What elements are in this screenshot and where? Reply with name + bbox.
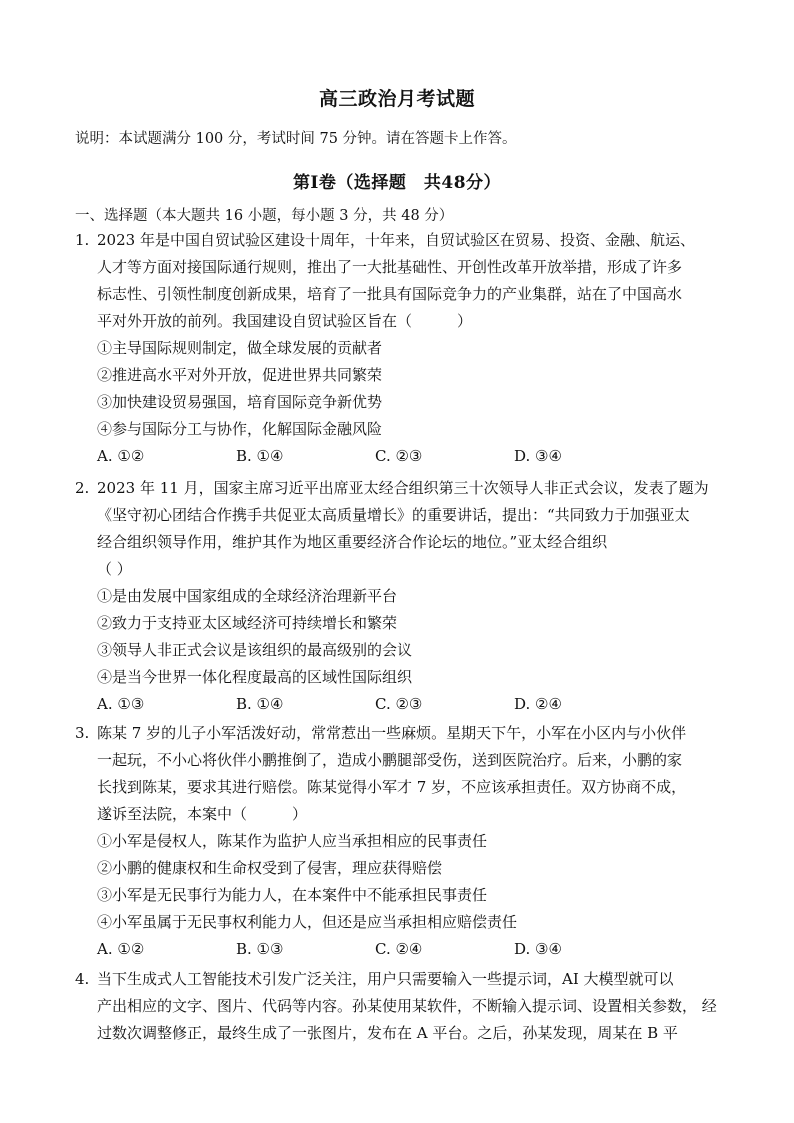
question-3 — [75, 720, 725, 963]
option-statement: ③小军是无民事行为能力人，在本案件中不能承担民事责任 — [97, 886, 488, 904]
exam-instructions: 说明：本试题满分 100 分，考试时间 75 分钟。请在答题卡上作答。 — [75, 131, 517, 147]
question-number: 3. — [75, 724, 90, 742]
section-title: 第Ⅰ卷（选择题 共48分） — [292, 173, 502, 193]
question-number: 4. — [75, 970, 90, 988]
question-text-line: 平对外开放的前列。我国建设自贸试验区旨在（ ） — [97, 312, 473, 330]
question-text-line: 长找到陈某，要求其进行赔偿。陈某觉得小军才 7 岁，不应该承担责任。双方协商不成， — [97, 778, 687, 796]
question-text-line: 《坚守初心团结合作携手共促亚太高质量增长》的重要讲话，提出：“共同致力于加强亚太 — [97, 506, 690, 524]
question-text-line: 过数次调整修正，最终生成了一张图片，发布在 A 平台。之后，孙某发现，周某在 B 平 — [97, 1024, 678, 1042]
exam-title: 高三政治月考试题 — [318, 88, 475, 110]
answer-choices — [75, 691, 725, 718]
option-statement: ④是当今世界一体化程度最高的区域性国际组织 — [97, 668, 413, 686]
question-text-line: 2023 年 11 月，国家主席习近平出席亚太经合组织第三十次领导人非正式会议，发表了题为 — [97, 479, 709, 497]
option-statement: ④小军虽属于无民事权利能力人，但还是应当承担相应赔偿责任 — [97, 913, 518, 931]
option-statement: ②小鹏的健康权和生命权受到了侵害，理应获得赔偿 — [97, 859, 443, 877]
question-text-line: 经合组织领导作用，维护其作为地区重要经济合作论坛的地位。”亚太经合组织 — [97, 533, 608, 551]
question-number: 1. — [75, 231, 90, 249]
answer-choices — [75, 936, 725, 963]
choice-c: C. ②④ — [375, 940, 423, 958]
question-text-line: 2023 年是中国自贸试验区建设十周年，十年来，自贸试验区在贸易、投资、金融、航运、 — [97, 231, 695, 249]
option-statement: ①小军是侵权人，陈某作为监护人应当承担相应的民事责任 — [97, 832, 488, 850]
question-number: 2. — [75, 479, 90, 497]
choice-d: D. ②④ — [514, 695, 562, 713]
question-text-line: 人才等方面对接国际通行规则，推出了一大批基础性、开创性改革开放举措，形成了许多 — [97, 258, 683, 276]
question-4 — [75, 966, 725, 1047]
option-statement: ③领导人非正式会议是该组织的最高级别的会议 — [97, 641, 413, 659]
choice-a: A. ①② — [97, 447, 145, 465]
choice-c: C. ②③ — [375, 695, 423, 713]
choice-b: B. ①③ — [236, 940, 284, 958]
question-1 — [75, 227, 725, 470]
answer-choices — [75, 443, 725, 470]
question-text-line: 标志性、引领性制度创新成果，培育了一批具有国际竞争力的产业集群，站在了中国高水 — [97, 285, 683, 303]
choice-d: D. ③④ — [514, 447, 562, 465]
choice-c: C. ②③ — [375, 447, 423, 465]
question-text-line: 产出相应的文字、图片、代码等内容。孙某使用某软件，不断输入提示词、设置相关参数， 经 — [97, 997, 717, 1015]
choice-b: B. ①④ — [236, 695, 284, 713]
option-statement: ②推进高水平对外开放，促进世界共同繁荣 — [97, 366, 383, 384]
option-statement: ④参与国际分工与协作，化解国际金融风险 — [97, 420, 383, 438]
option-statement: ③加快建设贸易强国，培育国际竞争新优势 — [97, 393, 383, 411]
question-text-line: 遂诉至法院，本案中（ ） — [97, 805, 308, 823]
choice-a: A. ①③ — [97, 695, 145, 713]
question-text-line: 陈某 7 岁的儿子小军活泼好动，常常惹出一些麻烦。星期天下午，小军在小区内与小伙伴 — [97, 724, 687, 742]
choice-a: A. ①② — [97, 940, 145, 958]
choice-d: D. ③④ — [514, 940, 562, 958]
option-statement: ②致力于支持亚太区域经济可持续增长和繁荣 — [97, 614, 398, 632]
question-2 — [75, 475, 725, 718]
question-text-line: 当下生成式人工智能技术引发广泛关注，用户只需要输入一些提示词，AI 大模型就可以 — [97, 970, 674, 988]
option-statement: ①是由发展中国家组成的全球经济治理新平台 — [97, 587, 398, 605]
option-statement: ①主导国际规则制定，做全球发展的贡献者 — [97, 339, 383, 357]
choice-b: B. ①④ — [236, 447, 284, 465]
question-text-line: 一起玩，不小心将伙伴小鹏推倒了，造成小鹏腿部受伤，送到医院治疗。后来，小鹏的家 — [97, 751, 683, 769]
part-heading: 一、选择题（本大题共 16 小题，每小题 3 分，共 48 分） — [75, 208, 454, 224]
question-text-line: （ ） — [97, 560, 132, 578]
